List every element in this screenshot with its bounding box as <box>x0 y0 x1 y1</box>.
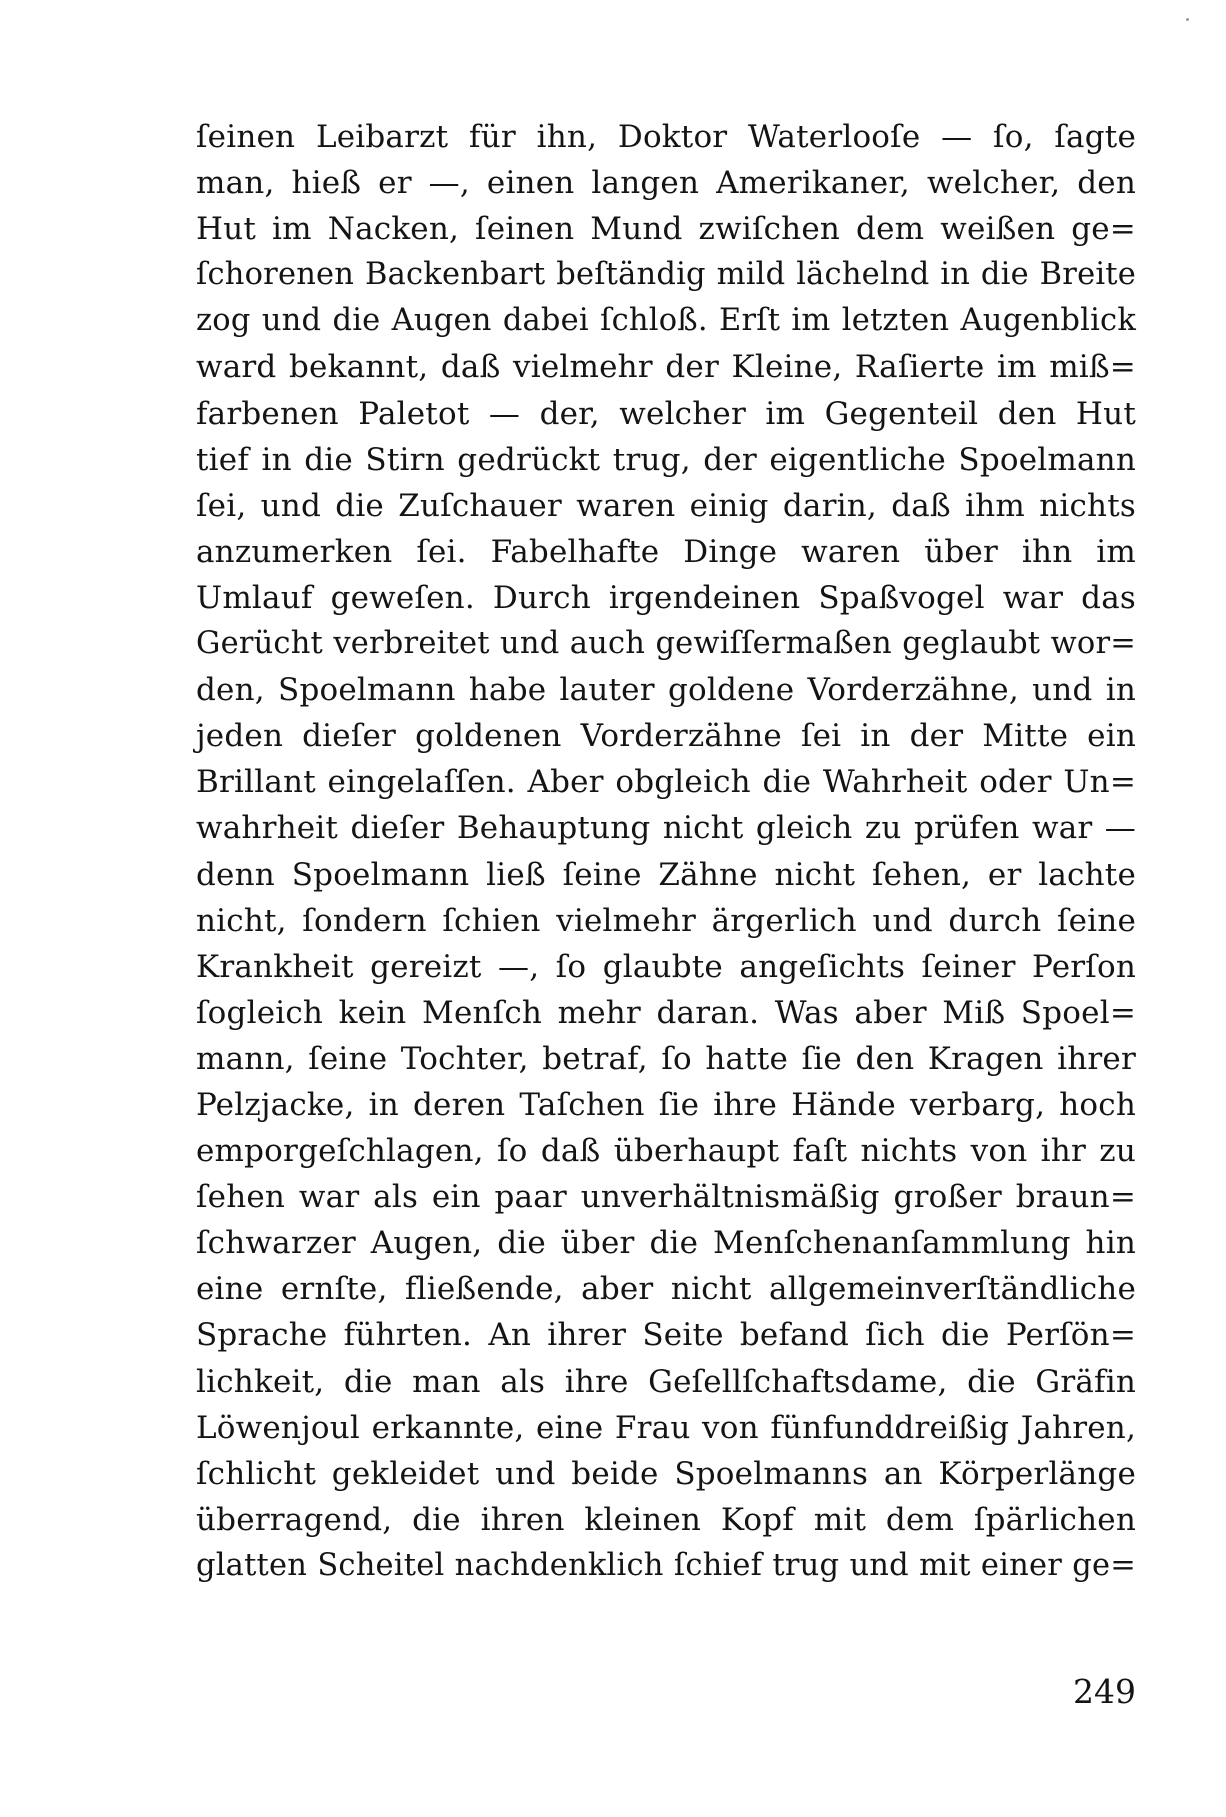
body-text <box>196 114 1136 1589</box>
text-line: anzumerken ſei. Fabelhafte Dinge waren über ihn im <box>196 533 1136 570</box>
page-number: 249 <box>1073 1672 1136 1711</box>
text-line: ſeinen Leibarzt für ihn, Doktor Waterlooſe — ſo, ſagte <box>196 119 1136 155</box>
text-line: ward bekannt, daß vielmehr der Kleine, Raſierte im miß= <box>196 349 1136 386</box>
text-line: Hut im Nacken, ſeinen Mund zwiſchen dem weißen ge= <box>196 211 1136 248</box>
text-line: denn Spoelmann ließ ſeine Zähne nicht ſehen, er lachte <box>196 856 1136 893</box>
text-line: man, hieß er —, einen langen Amerikaner, welcher, den <box>196 165 1136 202</box>
text-line: tief in die Stirn gedrückt trug, der eigentliche Spoelmann <box>196 441 1136 478</box>
text-line: mann, ſeine Tochter, betraf, ſo hatte ſie den Kragen ihrer <box>196 1040 1136 1077</box>
text-line: Umlauf geweſen. Durch irgendeinen Spaßvogel war das <box>196 579 1136 616</box>
text-line: Löwenjoul erkannte, eine Frau von fünfunddreißig Jahren, <box>196 1409 1136 1446</box>
text-line: farbenen Paletot — der, welcher im Gegenteil den Hut <box>196 395 1136 432</box>
text-line: ſei, und die Zuſchauer waren einig darin, daß ihm nichts <box>196 487 1136 524</box>
text-line: ſchorenen Backenbart beſtändig mild lächelnd in die Breite <box>196 257 1136 293</box>
text-line: Brillant eingelaſſen. Aber obgleich die Wahrheit oder Un= <box>196 764 1136 801</box>
text-line: Gerücht verbreitet und auch gewiſſermaßen geglaubt wor= <box>196 626 1136 662</box>
text-line: lichkeit, die man als ihre Geſellſchaftsdame, die Gräfin <box>196 1363 1136 1400</box>
text-line: Krankheit gereizt —, ſo glaubte angeſichts ſeiner Perſon <box>196 948 1136 985</box>
text-line: ſchwarzer Augen, die über die Menſchenanſammlung hin <box>196 1225 1136 1262</box>
text-line: überragend, die ihren kleinen Kopf mit dem ſpärlichen <box>196 1501 1136 1538</box>
text-line: Sprache führten. An ihrer Seite befand ſich die Perſön= <box>196 1317 1136 1354</box>
text-line: ſogleich kein Menſch mehr daran. Was aber Miß Spoel= <box>196 994 1136 1031</box>
text-line: eine ernſte, fließende, aber nicht allgemeinverſtändliche <box>196 1271 1136 1308</box>
text-line: den, Spoelmann habe lauter goldene Vorderzähne, und in <box>196 672 1136 709</box>
text-line: emporgeſchlagen, ſo daß überhaupt faſt nichts von ihr zu <box>196 1133 1136 1170</box>
text-line: ſehen war als ein paar unverhältnismäßig großer braun= <box>196 1179 1136 1216</box>
text-line: jeden dieſer goldenen Vorderzähne ſei in der Mitte ein <box>196 718 1136 755</box>
text-line: wahrheit dieſer Behauptung nicht gleich zu prüfen war — <box>196 810 1136 847</box>
text-line: glatten Scheitel nachdenklich ſchief trug und mit einer ge= <box>196 1547 1136 1583</box>
scan-speck <box>1186 18 1189 21</box>
text-line: nicht, ſondern ſchien vielmehr ärgerlich und durch ſeine <box>196 902 1136 939</box>
text-line: Pelzjacke, in deren Taſchen ſie ihre Hände verbarg, hoch <box>196 1086 1136 1123</box>
text-line: ſchlicht gekleidet und beide Spoelmanns an Körperlänge <box>196 1455 1136 1492</box>
text-line: zog und die Augen dabei ſchloß. Erſt im letzten Augenblick <box>196 303 1136 339</box>
